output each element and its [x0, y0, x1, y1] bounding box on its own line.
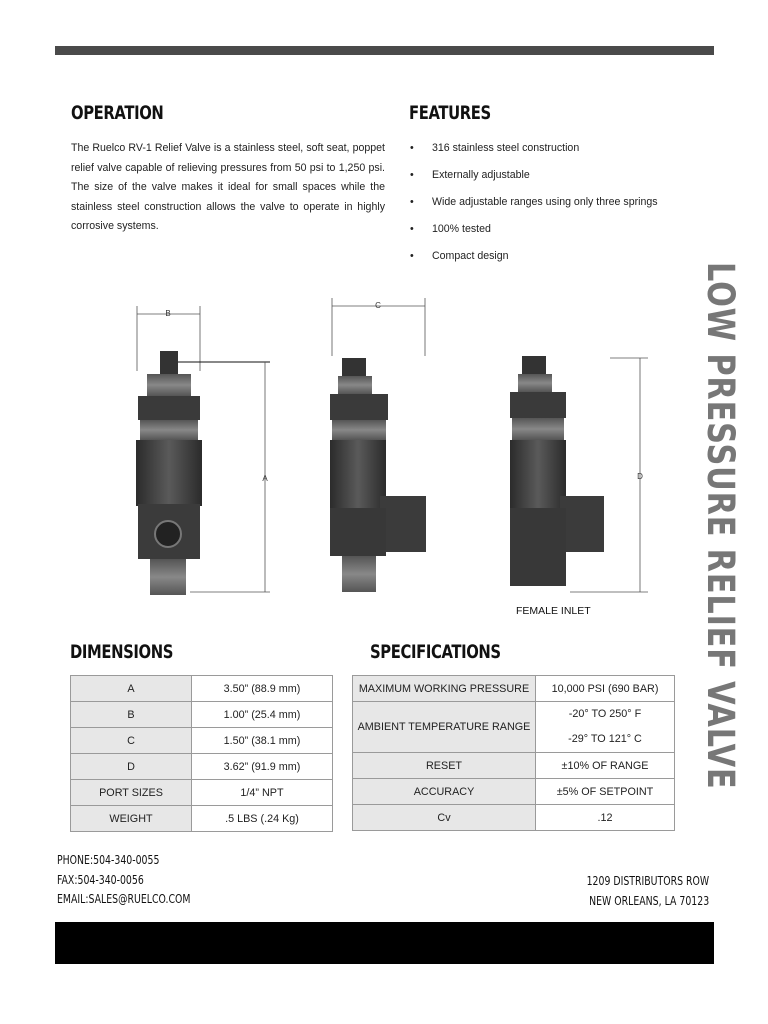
table-row	[71, 728, 333, 754]
dim-value: .5 LBS (.24 Kg)	[192, 806, 333, 832]
top-rule	[55, 46, 714, 55]
dimension-label-a: A	[262, 474, 268, 483]
dimension-label-b: B	[165, 309, 171, 318]
features-heading: FEATURES	[409, 102, 491, 124]
spec-label: ACCURACY	[353, 779, 536, 805]
side-title	[699, 262, 742, 790]
table-row	[71, 676, 333, 702]
spec-value: .12	[536, 805, 675, 831]
valve-female-inlet-view	[510, 356, 648, 592]
table-row	[353, 702, 675, 753]
dim-label: WEIGHT	[71, 806, 192, 832]
dim-value: 3.50” (88.9 mm)	[192, 676, 333, 702]
phone-text: PHONE:504-340-0055	[57, 853, 160, 867]
ambient-c: -29° TO 121° C	[568, 733, 642, 745]
operation-heading: OPERATION	[71, 102, 164, 124]
dim-value: 1.50” (38.1 mm)	[192, 728, 333, 754]
table-row	[353, 779, 675, 805]
feature-item: • Externally adjustable	[410, 167, 660, 184]
spec-value	[536, 702, 675, 753]
feature-item: • 100% tested	[410, 221, 660, 238]
email-text: EMAIL:SALES@RUELCO.COM	[57, 892, 191, 906]
street-text: 1209 DISTRIBUTORS ROW	[586, 874, 709, 888]
operation-text: The Ruelco RV-1 Relief Valve is a stainless steel, soft seat, poppet relief valve capable of relieving pressures from 50 psi to 1,250 psi. The size of the valve makes it ideal for small spaces while the stainless steel construction allows the valve to operate in highly corrosive systems.	[71, 142, 385, 232]
feature-item: • 316 stainless steel construction	[410, 140, 660, 157]
spec-label: AMBIENT TEMPERATURE RANGE	[353, 702, 536, 753]
female-inlet-caption: FEMALE INLET	[516, 605, 591, 617]
fax-text: FAX:504-340-0056	[57, 872, 144, 887]
spec-label: RESET	[353, 753, 536, 779]
dim-label: PORT SIZES	[71, 780, 192, 806]
dim-value: 1/4” NPT	[192, 780, 333, 806]
dim-label: D	[71, 754, 192, 780]
dim-value: 3.62” (91.9 mm)	[192, 754, 333, 780]
dim-label: A	[71, 676, 192, 702]
city-text: NEW ORLEANS, LA 70123	[588, 893, 709, 908]
dim-value: 1.00” (25.4 mm)	[192, 702, 333, 728]
ambient-f: -20° TO 250° F	[568, 708, 642, 720]
features-list	[410, 140, 660, 275]
table-row	[71, 806, 333, 832]
table-row	[353, 753, 675, 779]
valve-front-view	[136, 306, 270, 595]
specifications-table	[352, 675, 675, 831]
table-row	[71, 780, 333, 806]
valve-side-view	[330, 298, 426, 592]
bottom-band	[55, 922, 714, 964]
specifications-heading: SPECIFICATIONS	[370, 641, 501, 663]
table-row	[71, 754, 333, 780]
side-title-text: LOW PRESSURE RELIEF VALVE	[699, 262, 742, 790]
dimension-label-d: D	[637, 472, 643, 481]
dimensions-heading: DIMENSIONS	[70, 641, 174, 663]
spec-label: Cv	[353, 805, 536, 831]
feature-item: • Wide adjustable ranges using only three springs	[410, 194, 660, 211]
table-row	[71, 702, 333, 728]
spec-value: ±5% OF SETPOINT	[536, 779, 675, 805]
valve-drawings	[120, 296, 660, 606]
table-row	[353, 805, 675, 831]
spec-value: 10,000 PSI (690 BAR)	[536, 676, 675, 702]
spec-value: ±10% OF RANGE	[536, 753, 675, 779]
address-block	[586, 872, 709, 911]
feature-item: • Compact design	[410, 248, 660, 265]
dim-label: B	[71, 702, 192, 728]
spec-label: MAXIMUM WORKING PRESSURE	[353, 676, 536, 702]
dimension-label-c: C	[375, 301, 381, 310]
dimensions-table	[70, 675, 333, 832]
contact-block	[57, 851, 190, 910]
table-row	[353, 676, 675, 702]
dim-label: C	[71, 728, 192, 754]
